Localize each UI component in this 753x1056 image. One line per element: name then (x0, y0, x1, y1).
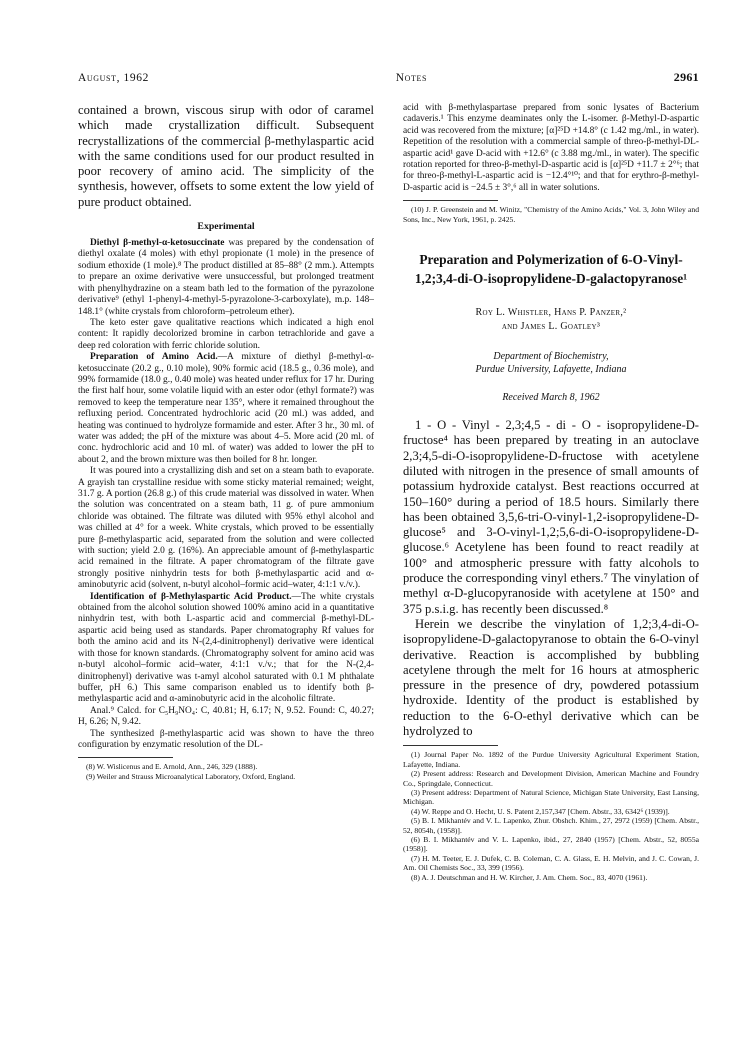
paragraph-text: was prepared by the condensation of diethyl oxalate (4 moles) with ethyl propionate (1 mole) in the presence of sodium ethoxide (1 mole).⁸ The product distilled at 85–88° (2 mm.). Attempts to prepare an oxime derivative were unsuccessful, but prolonged treatment with phenylhydrazine on a steam bath led to the formation of the pyrazolone derivative⁹ (ethyl 1-phenyl-4-methyl-5-pyrazolone-3-carboxylate), m.p. 148–148.1° (white crystals from chloroform–petroleum ether). (78, 238, 374, 317)
intro-paragraph: contained a brown, viscous sirup with odor of caramel which made crystallization difficult. Subsequent recrystallizations of the commercial β-methylaspartic acid with the same conditions used for our product resulted in poor recovery of amino acid. The simplicity of the synthesis, however, offsets to some extent the low yield of pure product obtained. (78, 103, 374, 209)
two-column-body (78, 103, 699, 882)
author-line-1: Roy L. Whistler, Hans P. Panzer,² (475, 307, 627, 319)
continued-paragraph: acid with β-methylaspartase prepared from sonic lysates of Bacterium cadaveris.¹ This enzyme deaminates only the L-isomer. β-Methyl-D-aspartic acid was recovered from the mixture; [α]²⁵D +14.8° (c 1.42 mg./ml., in water). Repetition of the resolution with a commercial sample of threo-β-methyl-DL-aspartic acid¹ gave D-acid with +12.6° (c 3.88 mg./ml., in water). The specific rotation reported for threo-β-methyl-D-aspartic acid is [α]²⁵D +11.7 ± 2°⁶; that for threo-β-methyl-L-aspartic acid is −12.4°¹⁰; and that for erythro-β-methyl-D-aspartic acid is −24.5 ± 3°,⁶ all in water solutions. (403, 103, 699, 193)
footnote-4: (4) W. Reppe and O. Hecht, U. S. Patent 2,157,347 [Chem. Abstr., 33, 6342⁶ (1939)]. (411, 806, 670, 816)
footnote-rule (403, 745, 498, 746)
author-line-2: and James L. Goatley³ (501, 321, 601, 333)
paragraph-diethyl (78, 238, 374, 318)
header-date: August, 1962 (78, 72, 149, 84)
footnote-5: (5) B. I. Mikhantév and V. L. Lapenko, Zhur. Obshch. Khim., 27, 2972 (1959) [Chem. Abstr., 52, 8054h, (1958)]. (403, 816, 699, 835)
paragraph-identification (78, 592, 374, 706)
footnote-8: (8) W. Wislicenus and E. Arnold, Ann., 246, 329 (1888). (86, 762, 258, 772)
left-column (78, 103, 374, 882)
paragraph-keto-ester: The keto ester gave qualitative reactions which indicated a high enol content: It rapidly decolorized bromine in carbon tetrachloride and gave a deep red coloration with ferric chloride solution. (78, 317, 374, 351)
paragraph-evaporation: It was poured into a crystallizing dish and set on a steam bath to evaporate. A grayish tan crystalline residue with some sticky material remained; weight, 31.7 g. A portion (26.8 g.) of this crude material was dissolved in water. When the solution was concentrated on a steam bath, 11 g. of pure ammonium chloride was obtained. The filtrate was diluted with 95% ethyl alcohol and was chilled at 4° for a week. White crystals, which proved to be essentially pure β-methylaspartic acid, separated from the solution and were collected with suction; yield 2.0 g. (16%). An appreciable amount of β-methylaspartic acid remained in the filtrate. A paper chromatogram of the filtrate gave strongly positive ninhydrin tests for both β-methylaspartic acid and α-aminobutyric acid (solvent, n-butyl alcohol–formic acid–water, 4:1:1 v./v.). (78, 466, 374, 591)
footnote-6: (6) B. I. Mikhantév and V. L. Lapenko, ibid., 27, 2840 (1957) [Chem. Abstr., 52, 8055a (1958)]. (403, 834, 699, 854)
footnote-10: (10) J. P. Greenstein and M. Winitz, "Chemistry of the Amino Acids," Vol. 3, John Wiley and Sons, Inc., New York, 1961, p. 2425. (403, 205, 699, 224)
article-paragraph-2: Herein we describe the vinylation of 1,2;3,4-di-O-isopropylidene-D-galactopyranose to obtain the 6-O-vinyl derivative. Reaction is accomplished by bubbling acetylene through the melt for 16 hours at atmospheric pressure in the presence of dry, powdered potassium hydroxide. Identity of the product is established by reduction to the 6-O-ethyl derivative which can be hydrolyzed to (403, 616, 699, 738)
affiliation-line-2: Purdue University, Lafayette, Indiana (475, 364, 627, 376)
footnote-rule (403, 200, 498, 201)
header-section: Notes (395, 72, 428, 84)
footnote-rule (78, 757, 173, 758)
paragraph-preparation (78, 352, 374, 466)
footnote-1: (1) Journal Paper No. 1892 of the Purdue University Agricultural Experiment Station, Lafayette, Indiana. (403, 750, 699, 769)
affiliation-line-1: Department of Biochemistry, (493, 351, 609, 363)
running-header (78, 70, 699, 85)
footnote-3: (3) Present address: Department of Natural Science, Michigan State University, East Lansing, Michigan. (403, 787, 699, 807)
paragraph-lead: Preparation of Amino Acid. (90, 352, 218, 363)
footnote-8-right: (8) A. J. Deutschman and H. W. Kircher, J. Am. Chem. Soc., 83, 4070 (1961). (411, 872, 648, 882)
footnote-9: (9) Weiler and Strauss Microanalytical Laboratory, Oxford, England. (86, 771, 296, 781)
article-paragraph-1: 1 - O - Vinyl - 2,3;4,5 - di - O - isopropylidene-D-fructose⁴ has been prepared by treating in an autoclave 2,3;4,5-di-O-isopropylidene-D-fructose with acetylene diluted with nitrogen in the presence of small amounts of potassium hydroxide catalyst. Best reactions occurred at 150–160° during a period of 18.5 hours. Similarly there has been obtained 3,5,6-tri-O-vinyl-1,2-isopropylidene-D-glucose⁵ and 3-O-vinyl-1,2;5,6-di-O-isopropylidene-D-glucose.⁶ Acetylene has been found to react readily at 100° and atmospheric pressure with fatty alcohols to produce the corresponding vinyl ethers.⁷ The vinylation of methyl α-D-glucopyranoside with acetylene at 150° and 375 p.s.i.g. has recently been discussed.⁸ (403, 418, 699, 616)
right-column (403, 103, 699, 882)
footnote-7: (7) H. M. Teeter, E. J. Dufek, C. B. Coleman, C. A. Glass, E. H. Melvin, and J. C. Cowan, J. Am. Oil Chemists Soc., 33, 399 (1956). (403, 853, 699, 873)
article-title: Preparation and Polymerization of 6-O-Vinyl-1,2;3,4-di-O-isopropylidene-D-galactopyranose¹ (414, 252, 688, 287)
paragraph-text: —A mixture of diethyl β-methyl-α-ketosuccinate (20.2 g., 0.10 mole), 90% formic acid (18.5 g., 0.36 mole), and 99% formamide (18.0 g., 0.40 mole) was heated under reflux for 17 hr. During the first half hour, some volatile liquid with an ester odor (ethyl formate?) was removed to keep the temperature near 135°, where it remained throughout the refluxing period. Concentrated hydrochloric acid (20 ml.) was added, and heating was continued to hydrolyze formamide and ester. After 3 hr., 30 ml. of water was added; the pH of the mixture was about 4–5. More acid (20 ml. of conc. hydrochloric acid and 10 ml. of water) was added to lower the pH to about 2, and the brown mixture was then boiled for 8 hr. longer. (78, 352, 374, 465)
footnote-2: (2) Present address: Research and Development Division, American Machine and Foundry Co., Springdale, Connecticut. (403, 769, 699, 788)
paragraph-analysis: Anal.⁹ Calcd. for C₅H₉NO₄: C, 40.81; H, 6.17; N, 9.52. Found: C, 40.27; H, 6.26; N, 9.42. (78, 705, 374, 728)
paragraph-lead: Diethyl β-methyl-α-ketosuccinate (90, 238, 225, 249)
paragraph-text: —The white crystals obtained from the alcohol solution showed 100% amino acid in a quantitative ninhydrin test, with both L-aspartic acid and commercial β-methyl-DL-aspartic acid being used as standards. Paper chromatography Rf values for both the amino acid and its N-(2,4-dinitrophenyl) derivative were identical with those for known standards. (Chromatography solvent for amino acid was n-butyl alcohol–formic acid–water, 4:1:1 v./v.; that for the N-(2,4-dinitrophenyl) derivative was t-amyl alcohol saturated with 0.1 M phthalate buffer, pH 6.) This same comparison enabled us to identify both β-methylaspartic acid and α-aminobutyric acid in the alcoholic filtrate. (78, 591, 374, 705)
page-number: 2961 (673, 70, 699, 84)
affiliation (403, 350, 699, 376)
article-authors (403, 306, 699, 334)
received-date: Received March 8, 1962 (502, 392, 600, 404)
paragraph-synthesized: The synthesized β-methylaspartic acid was shown to have the threo configuration by enzymatic resolution of the DL- (78, 728, 374, 750)
section-heading-experimental: Experimental (197, 221, 255, 233)
paragraph-lead: Identification of β-Methylaspartic Acid Product. (90, 591, 292, 602)
